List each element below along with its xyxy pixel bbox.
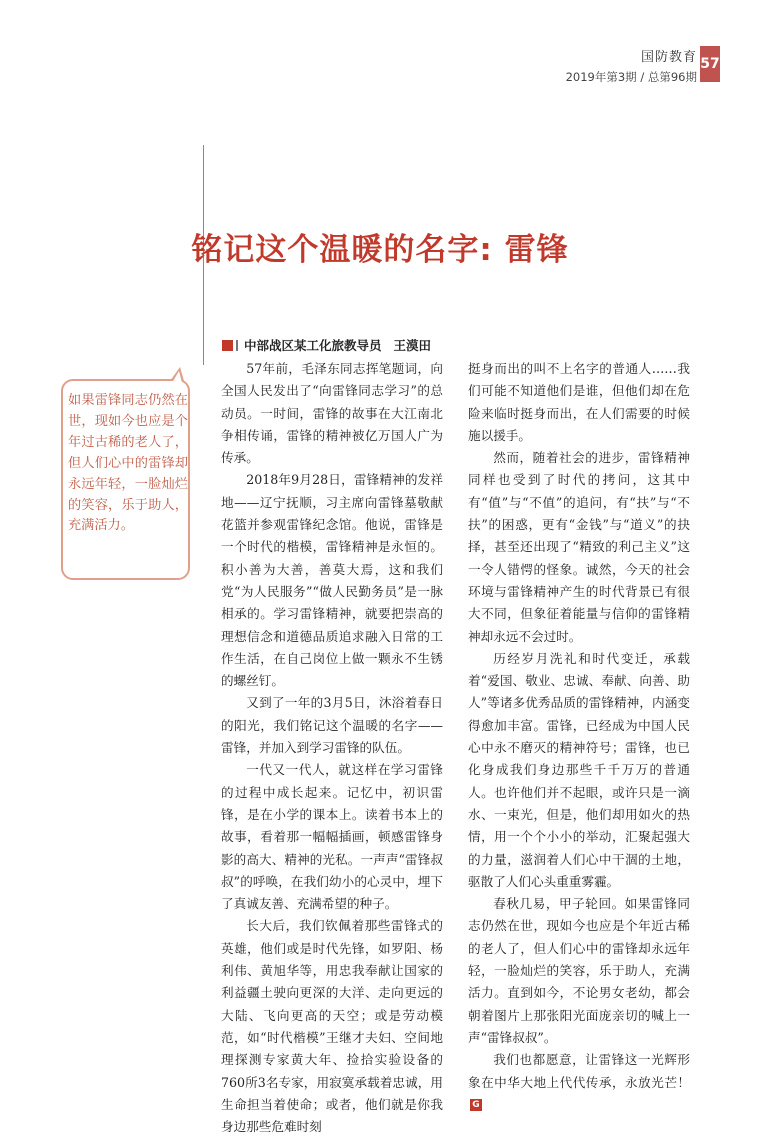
paragraph-continued: 挺身而出的叫不上名字的普通人……我们可能不知道他们是谁，但他们却在危险来临时挺身而出，在人们需要的时候施以援手。 [468,361,690,443]
magazine-name: 国防教育 [640,50,697,65]
running-header [566,46,697,85]
end-mark-icon: G [470,1099,482,1111]
paragraph: 春秋几易，甲子轮回。如果雷锋同志仍然在世，现如今也应是个年近古稀的老人了，但人们心中的雷锋却永远年轻，一脸灿烂的笑容，乐于助人，充满活力。直到如今，不论男女老幼，都会朝着图片上那张阳光面庞亲切的喊上一声“雷锋叔叔”。 [468,896,690,1045]
byline-author: 王漠田 [393,338,432,353]
paragraph: 然而，随着社会的进步，雷锋精神同样也受到了时代的拷问，这其中有“值”与“不值”的追问，有“扶”与“不扶”的困惑，更有“金钱”与“道义”的抉择，甚至还出现了“精致的利己主义”这一令人错愕的怪象。诚然，今天的社会环境与雷锋精神产生的时代背景已有很大不同，但象征着能量与信仰的雷锋精神却永远不会过时。 [468,450,690,644]
byline-org: 中部战区某工化旅教导员 [244,338,382,353]
byline-bar-icon [236,340,238,351]
paragraph: 一代又一代人，就这样在学习雷锋的过程中成长起来。记忆中，初识雷锋，是在小学的课本上。读着书本上的故事，看着那一幅幅插画，顿感雷锋身影的高大、精神的光私。一声声“雷锋叔叔”的呼唤，在我们幼小的心灵中，埋下了真诚友善、充满希望的种子。 [221,762,443,912]
paragraph-final [468,1049,690,1116]
paragraph: 又到了一年的3月5日，沐浴着春日的阳光，我们铭记这个温暖的名字——雷锋，并加入到学习雷锋的队伍。 [221,695,443,756]
paragraph: 历经岁月洗礼和时代变迁，承载着“爱国、敬业、忠诚、奉献、向善、助人”等诸多优秀品质的雷锋精神，内涵变得愈加丰富。雷锋，已经成为中国人民心中永不磨灭的精神符号；雷锋，也已化身成我们身边那些千千万万的普通人。也许他们并不起眼，或许只是一滴水、一束光，但是，他们却用如火的热情，用一个个小小的举动，汇聚起强大的力量，滋润着人们心中干涸的土地，驱散了人们心头重重雾霾。 [468,650,690,889]
article-column-left [221,358,443,1138]
speech-bubble-notch-fill [172,371,182,383]
issue-info: 2019年第3期 / 总第96期 [565,70,697,84]
paragraph: 57年前，毛泽东同志挥笔题词，向全国人民发出了“向雷锋同志学习”的总动员。一时间，雷锋的故事在大江南北争相传诵，雷锋的精神被亿万国人广为传承。 [221,361,443,466]
page-number: 57 [700,46,720,82]
paragraph: 2018年9月28日，雷锋精神的发祥地——辽宁抚顺，习主席向雷锋墓敬献花篮并参观雷锋纪念馆。他说，雷锋是一个时代的楷模，雷锋精神是永恒的。积小善为大善，善莫大焉，这和我们党“为人民服务”“做人民勤务员”是一脉相承的。学习雷锋精神，就要把崇高的理想信念和道德品质追求融入日常的工作生活，在自己岗位上做一颗永不生锈的螺丝钉。 [221,472,443,689]
pull-quote: 如果雷锋同志仍然在世，现如今也应是个年过古稀的老人了，但人们心中的雷锋却永远年轻，一脸灿烂的笑容，乐于助人，充满活力。 [68,393,188,534]
article-title: 铭记这个温暖的名字: 雷锋 [191,232,569,268]
article-column-right [468,358,690,1116]
byline [222,336,431,354]
byline-marker-icon [222,340,233,351]
paragraph: 长大后，我们钦佩着那些雷锋式的英雄，他们或是时代先锋，如罗阳、杨利伟、黄旭华等，用忠我奉献让国家的利益疆土驶向更深的大洋、走向更远的大陆、飞向更高的天空；或是劳动模范，如“时代楷模”王继才夫妇、空间地理探测专家黄大年、捡拾实验设备的760所3名专家，用寂寞承载着忠诚，用生命担当着使命；或者，他们就是你我身边那些危难时刻 [221,918,443,1135]
closing-text: 我们也都愿意，让雷锋这一光辉形象在中华大地上代代传承，永放光芒！ [468,1052,690,1090]
